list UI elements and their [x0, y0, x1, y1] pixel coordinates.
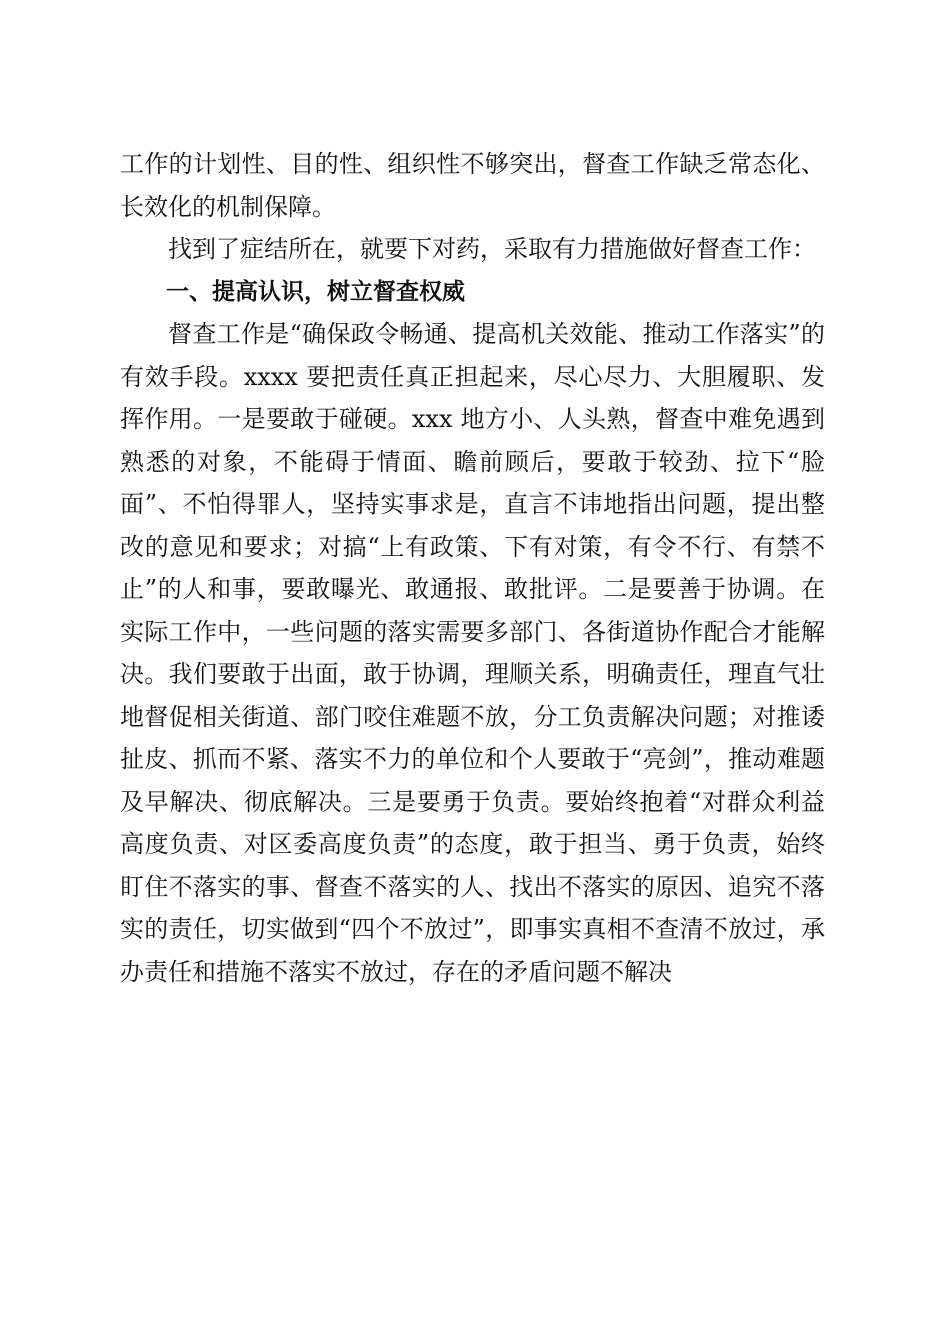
document-body [120, 143, 825, 993]
section-heading: 一、提高认识，树立督查权威 [166, 278, 465, 305]
paragraph-supervision-work: 督查工作是“确保政令畅通、提高机关效能、推动工作落实”的有效手段。xxxx 要把责任真正担起来，尽心尽力、大胆履职、发挥作用。一是要敢于碰硬。xxx 地方小、人头熟，督查中难免遇到熟悉的对象，不能碍于情面、瞻前顾后，要敢于较劲、拉下“脸面”、不怕得罪人，坚持实事求是，直言不讳地指出问题，提出整改的意见和要求；对搞“上有政策、下有对策，有令不行、有禁不止”的人和事，要敢曝光、敢通报、敢批评。二是要善于协调。在实际工作中，一些问题的落实需要多部门、各街道协作配合才能解决。我们要敢于出面，敢于协调，理顺关系，明确责任，理直气壮地督促相关街道、部门咬住难题不放，分工负责解决问题；对推诿扯皮、抓而不紧、落实不力的单位和个人要敢于“亮剑”，推动难题及早解决、彻底解决。三是要勇于负责。要始终抱着“对群众利益高度负责、对区委高度负责”的态度，敢于担当、勇于负责，始终盯住不落实的事、督查不落实的人、找出不落实的原因、追究不落实的责任，切实做到“四个不放过”，即事实真相不查清不放过，承办责任和措施不落实不放过，存在的矛盾问题不解决 [120, 320, 825, 986]
paragraph-find-cause: 找到了症结所在，就要下对药，采取有力措施做好督查工作： [168, 235, 816, 263]
paragraph-continued: 工作的计划性、目的性、组织性不够突出，督查工作缺乏常态化、长效化的机制保障。 [120, 150, 825, 221]
